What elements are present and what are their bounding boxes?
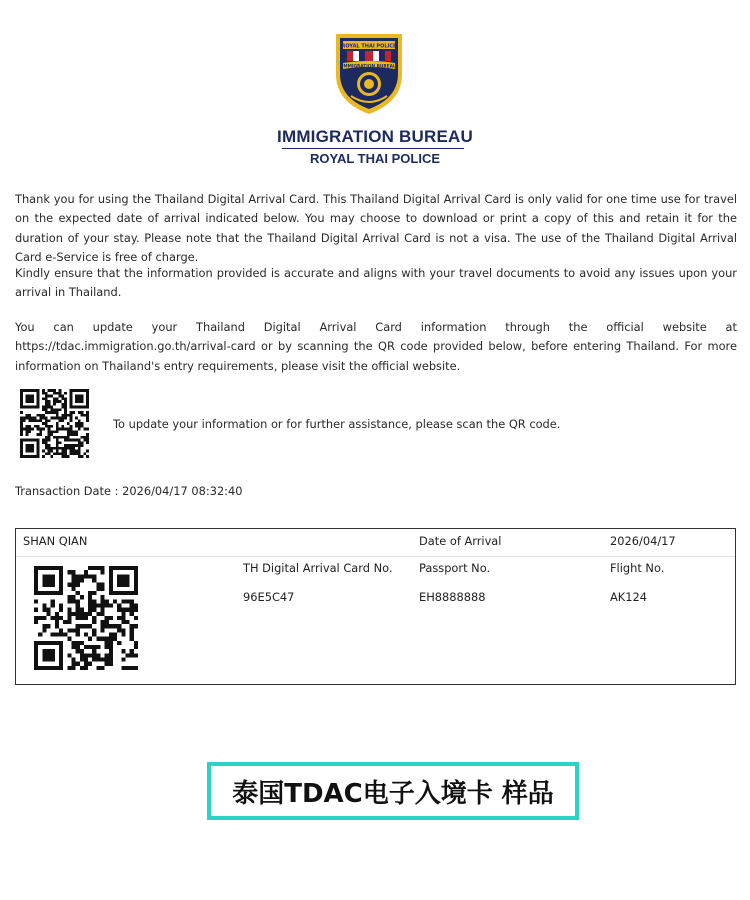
card-divider: [16, 556, 735, 557]
sample-caption-box: [207, 762, 579, 820]
notice-paragraph-2: Kindly ensure that the information provided is accurate and aligns with your travel documents to avoid any issues upon your arrival in Thailand.: [15, 266, 737, 300]
traveler-name: SHAN QIAN: [23, 534, 88, 548]
sample-caption: 泰国TDAC电子入境卡 样品: [232, 778, 554, 809]
arrival-card-summary: [15, 528, 736, 685]
passport-label: Passport No.: [419, 561, 491, 575]
card-number-label: TH Digital Arrival Card No.: [243, 561, 393, 575]
date-of-arrival-label: Date of Arrival: [419, 534, 502, 548]
flight-value: AK124: [610, 590, 648, 604]
agency-divider: [282, 148, 464, 149]
badge-top-text: ROYAL THAI POLICE: [341, 43, 397, 50]
transaction-date: Transaction Date : 2026/04/17 08:32:40: [15, 484, 243, 498]
police-badge-icon: [333, 30, 405, 116]
date-of-arrival-value: 2026/04/17: [610, 534, 676, 548]
flight-label: Flight No.: [610, 561, 665, 575]
badge-middle-text: IMMIGRATION BUREAU: [341, 64, 397, 70]
notice-paragraph-3: You can update your Thailand Digital Arrival Card information through the official website at https://tdac.immigration.go.th/arrival-card or by scanning the QR code provided below, before entering Thailand. For more information on Thailand's entry requirements, please visit the official website.: [15, 320, 737, 373]
passport-value: EH8888888: [419, 590, 486, 604]
qr-instruction: To update your information or for further assistance, please scan the QR code.: [113, 417, 561, 431]
notice-paragraph-1: Thank you for using the Thailand Digital Arrival Card. This Thailand Digital Arrival Card is only valid for one time use for travel on the expected date of arrival indicated below. You may choose to download or print a copy of this and retain it for the duration of your stay. Please note that the Thailand Digital Arrival Card is not a visa. The use of the Thailand Digital Arrival Card e-Service is free of charge.: [15, 192, 737, 264]
agency-name: IMMIGRATION BUREAU: [277, 127, 473, 146]
qr-code-icon: [34, 566, 138, 670]
card-number-value: 96E5C47: [243, 590, 295, 604]
qr-code-icon: [20, 389, 89, 458]
agency-subtitle: ROYAL THAI POLICE: [309, 151, 441, 166]
